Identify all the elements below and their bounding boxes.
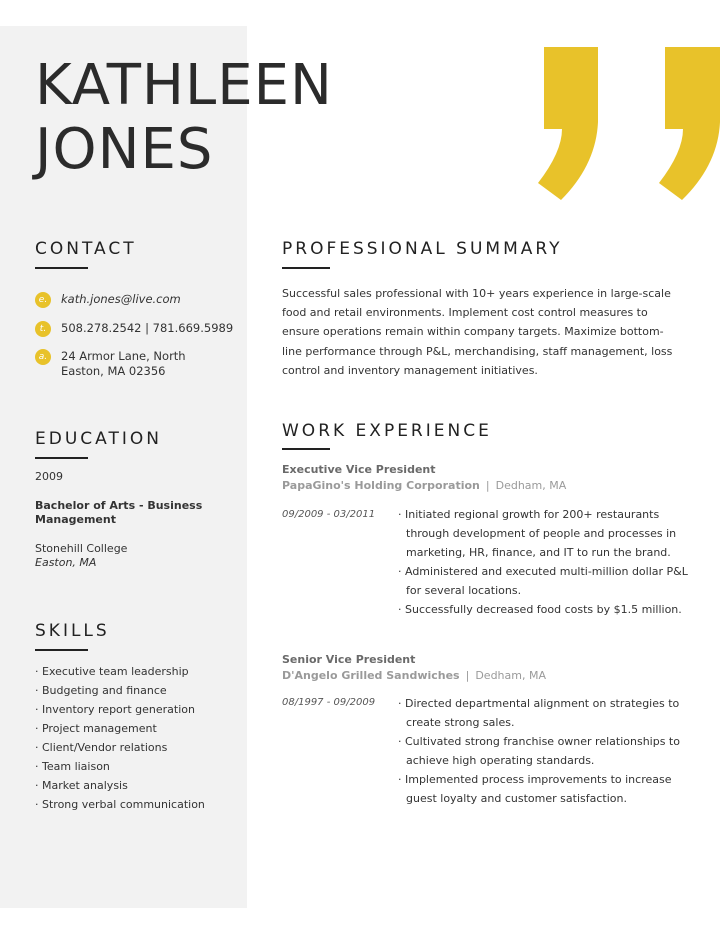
skills-divider: [35, 649, 88, 651]
summary-text: Successful sales professional with 10+ years experience in large-scale food and retail environments. Implement cost control measures to ensure operations remain within company targets. Maximize bottom-line performance through P&L, merchandising, staff management, loss control and inventory management initiatives.: [282, 287, 673, 377]
skill-item: · Executive team leadership: [35, 665, 189, 678]
skill-item: · Strong verbal communication: [35, 798, 205, 811]
education-degree: Bachelor of Arts - Business Management: [35, 499, 203, 526]
contact-email-row: [35, 292, 181, 308]
address-line-1: 24 Armor Lane, North: [61, 349, 186, 363]
job-company-line: [282, 669, 546, 682]
job-separator: |: [485, 479, 490, 492]
job-bullet: · Administered and executed multi-million dollar P&L for several locations.: [398, 565, 688, 597]
summary-divider: [282, 267, 330, 269]
skills-list: [35, 664, 205, 816]
contact-address-row: [35, 349, 186, 379]
job-bullet: · Cultivated strong franchise owner relationships to achieve high operating standards.: [398, 735, 680, 767]
last-name: JONES: [35, 117, 214, 182]
job-company-line: [282, 479, 566, 492]
contact-phone-row: [35, 321, 233, 337]
job-bullet: · Initiated regional growth for 200+ restaurants through development of people and processes in marketing, HR, finance, and IT to run the brand.: [398, 508, 677, 559]
experience-divider: [282, 448, 330, 450]
first-name: KATHLEEN: [35, 53, 333, 118]
job-location: Dedham, MA: [495, 479, 567, 492]
skills-heading: SKILLS: [35, 621, 110, 641]
address-line-2: Easton, MA 02356: [61, 364, 166, 378]
address-badge-icon: a.: [35, 349, 51, 365]
skill-item: · Inventory report generation: [35, 703, 195, 716]
education-heading: EDUCATION: [35, 429, 162, 449]
job-bullet: · Successfully decreased food costs by $1.5 million.: [398, 603, 682, 616]
education-year: 2009: [35, 470, 63, 483]
job-dates: 09/2009 - 03/2011: [282, 509, 376, 520]
contact-divider: [35, 267, 88, 269]
skill-item: · Project management: [35, 722, 157, 735]
skill-item: · Market analysis: [35, 779, 128, 792]
email-text[interactable]: kath.jones@live.com: [61, 292, 181, 306]
job-title: Executive Vice President: [282, 463, 436, 476]
job-separator: |: [465, 669, 470, 682]
experience-heading: WORK EXPERIENCE: [282, 421, 492, 441]
skill-item: · Budgeting and finance: [35, 684, 167, 697]
job-location: Dedham, MA: [475, 669, 546, 682]
education-divider: [35, 457, 88, 459]
phone-text: 508.278.2542 | 781.669.5989: [61, 321, 234, 335]
quote-marks-icon: [538, 47, 720, 202]
job-bullets: [398, 505, 688, 619]
job-company-name: D'Angelo Grilled Sandwiches: [282, 669, 460, 682]
skill-item: · Client/Vendor relations: [35, 741, 168, 754]
education-location: Easton, MA: [35, 556, 97, 569]
job-dates: 08/1997 - 09/2009: [282, 697, 376, 708]
contact-heading: CONTACT: [35, 239, 137, 259]
email-badge-icon: e.: [35, 292, 51, 308]
candidate-name: [35, 54, 333, 182]
summary-heading: PROFESSIONAL SUMMARY: [282, 239, 563, 259]
phone-badge-icon: t.: [35, 321, 51, 337]
job-title: Senior Vice President: [282, 653, 416, 666]
job-bullets: [398, 694, 688, 808]
job-bullet: · Directed departmental alignment on strategies to create strong sales.: [398, 697, 680, 729]
skill-item: · Team liaison: [35, 760, 110, 773]
job-company-name: PapaGino's Holding Corporation: [282, 479, 480, 492]
job-bullet: · Implemented process improvements to increase guest loyalty and customer satisfaction.: [398, 773, 672, 805]
education-school: Stonehill College: [35, 542, 128, 555]
address-text: [61, 349, 186, 379]
